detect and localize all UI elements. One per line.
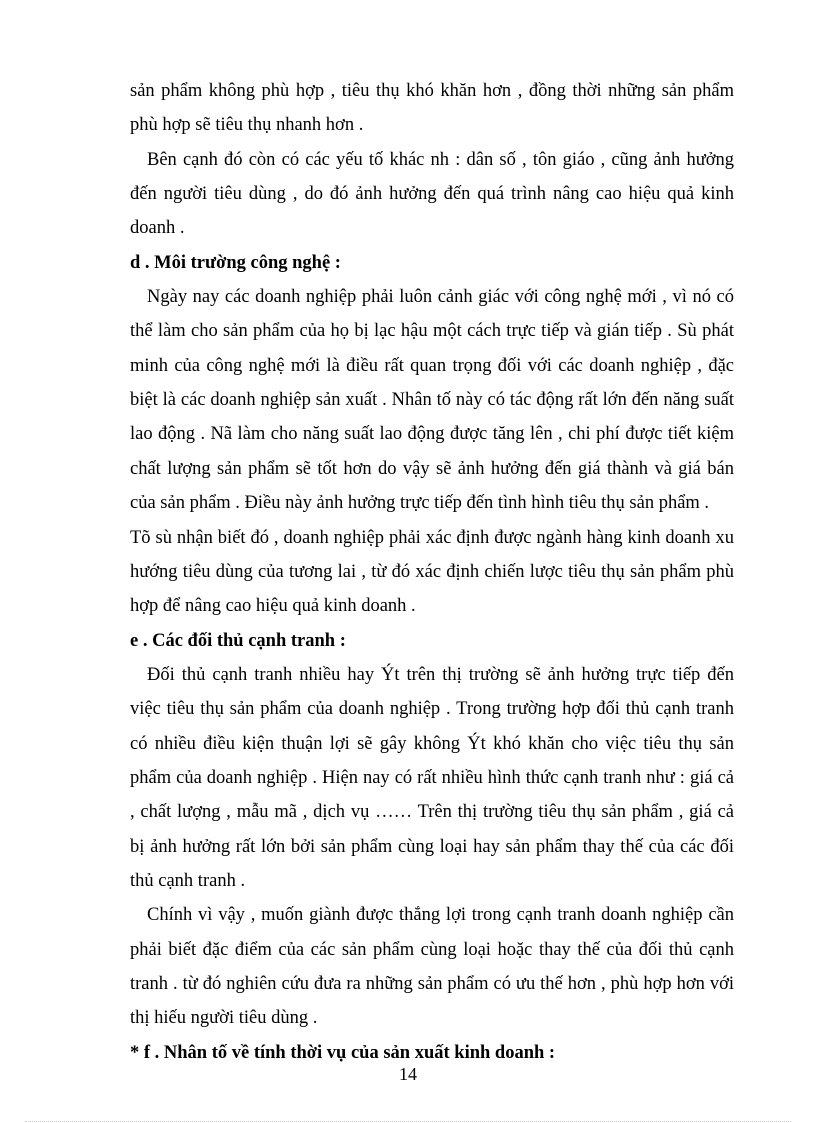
paragraph-line: Chính vì vậy , muốn giành được thắng lợi trong cạnh tranh doanh nghiệp cần xyxy=(147,905,734,925)
paragraph-line: có nhiều điều kiện thuận lợi sẽ gây không Ýt khó khăn cho việc tiêu thụ sản xyxy=(130,734,734,754)
paragraph-line: bị ảnh hưởng rất lớn bởi sản phẩm cùng loại hay sản phẩm thay thế của các đối xyxy=(130,837,734,857)
paragraph-line: hợp để nâng cao hiệu quả kinh doanh . xyxy=(130,596,416,616)
section-heading-e: e . Các đối thủ cạnh tranh : xyxy=(130,631,346,651)
paragraph-line: thị hiếu người tiêu dùng . xyxy=(130,1008,318,1028)
paragraph-line: Ngày nay các doanh nghiệp phải luôn cảnh giác với công nghệ mới , vì nó có xyxy=(147,287,734,307)
paragraph-line: phải biết đặc điểm của các sản phẩm cùng loại hoặc thay thế của đối thủ cạnh xyxy=(130,940,734,960)
paragraph-line: hướng tiêu dùng của tương lai , từ đó xác định chiến lược tiêu thụ sản phẩm phù xyxy=(130,562,734,582)
paragraph-line: lao động . Nã làm cho năng suất lao động được tăng lên , chi phí được tiết kiệm xyxy=(130,424,734,444)
paragraph-line: tranh . từ đó nghiên cứu đưa ra những sản phẩm có ưu thế hơn , phù hợp hơn với xyxy=(130,974,734,994)
paragraph-line: đến người tiêu dùng , do đó ảnh hưởng đến quá trình nâng cao hiệu quả kinh xyxy=(130,184,734,204)
paragraph-line: chất lượng sản phẩm sẽ tốt hơn do vậy sẽ ảnh hưởng đến giá thành và giá bán xyxy=(130,459,734,479)
paragraph-line: phẩm của doanh nghiệp . Hiện nay có rất nhiều hình thức cạnh tranh như : giá cả xyxy=(130,768,734,788)
paragraph-line: thủ cạnh tranh . xyxy=(130,871,246,891)
paragraph-line: phù hợp sẽ tiêu thụ nhanh hơn . xyxy=(130,115,364,135)
paragraph-line: Bên cạnh đó còn có các yếu tố khác nh : dân số , tôn giáo , cũng ảnh hưởng xyxy=(147,150,734,170)
paragraph-line: biệt là các doanh nghiệp sản xuất . Nhân tố này có tác động rất lớn đến năng suất xyxy=(130,390,734,410)
paragraph-line: sản phẩm không phù hợp , tiêu thụ khó khăn hơn , đồng thời những sản phẩm xyxy=(130,81,734,101)
page-number: 14 xyxy=(399,1064,417,1084)
paragraph-line: thể làm cho sản phẩm của họ bị lạc hậu một cách trực tiếp và gián tiếp . Sù phát xyxy=(130,321,734,341)
paragraph-line: Tõ sù nhận biết đó , doanh nghiệp phải xác định được ngành hàng kinh doanh xu xyxy=(130,528,734,548)
section-heading-d: d . Môi trường công nghệ : xyxy=(130,253,341,273)
paragraph-line: , chất lượng , mẫu mã , dịch vụ …… Trên thị trường tiêu thụ sản phẩm , giá cả xyxy=(130,802,734,822)
paragraph-line: Đối thủ cạnh tranh nhiều hay Ýt trên thị trường sẽ ảnh hưởng trực tiếp đến xyxy=(147,665,734,685)
footer-divider xyxy=(25,1121,791,1122)
paragraph-line: minh của công nghệ mới là điều rất quan trọng đối với các doanh nghiệp , đặc xyxy=(130,356,734,376)
paragraph-line: doanh . xyxy=(130,218,185,238)
section-heading-f: * f . Nhân tố về tính thời vụ của sản xuất kinh doanh : xyxy=(130,1043,556,1063)
paragraph-line: việc tiêu thụ sản phẩm của doanh nghiệp . Trong trường hợp đối thủ cạnh tranh xyxy=(130,699,734,719)
paragraph-line: của sản phẩm . Điều này ảnh hưởng trực tiếp đến tình hình tiêu thụ sản phẩm . xyxy=(130,493,710,513)
